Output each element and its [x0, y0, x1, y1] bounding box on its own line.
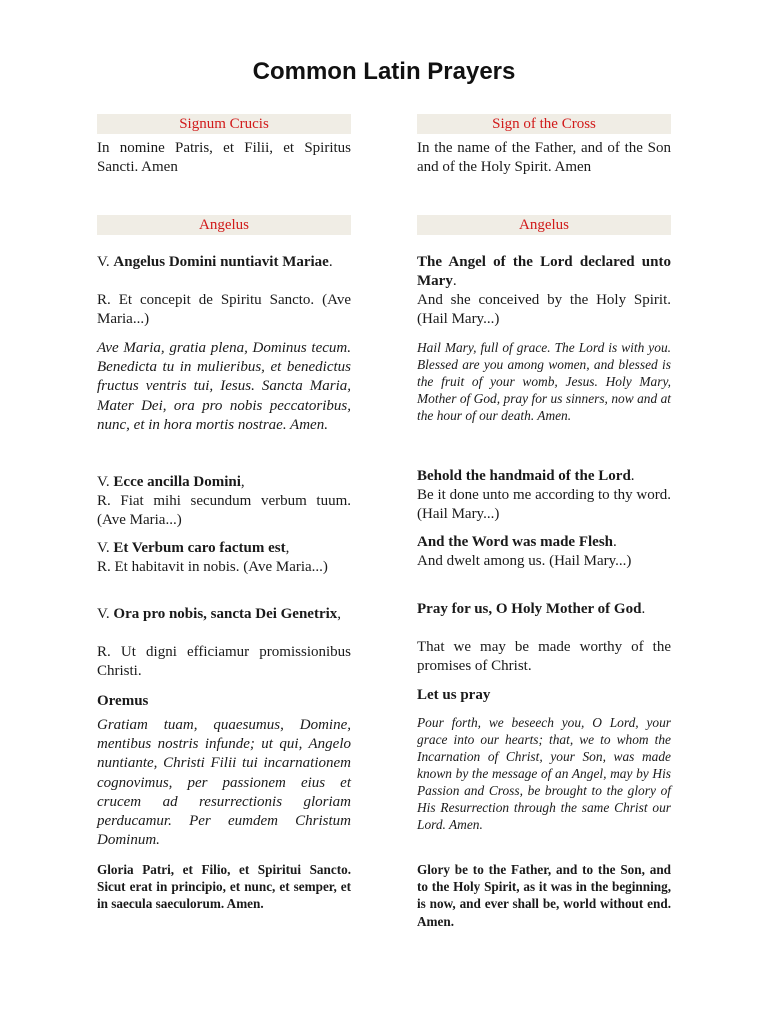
- latin-versicle-2: [97, 473, 351, 492]
- latin-versicle-1: [97, 253, 351, 272]
- latin-versicle-3-text: Et Verbum caro factum est: [113, 540, 286, 556]
- latin-versicle-2-text: Ecce ancilla Domini: [113, 474, 241, 490]
- latin-versicle-1-text: Angelus Domini nuntiavit Mariae: [113, 254, 329, 270]
- hail-mary: Hail Mary, full of grace. The Lord is with you. Blessed are you among women, and blessed is the fruit of your womb, Jesus. Holy Mary, Mother of God, pray for us sinners, now and at the hour of our death. Amen.: [417, 340, 671, 423]
- versicle-end: .: [630, 468, 635, 484]
- latin-versicle-4-text: Ora pro nobis, sancta Dei Genetrix: [113, 606, 338, 622]
- latin-versicle-3: [97, 539, 351, 558]
- versicle-end: .: [328, 254, 333, 270]
- english-versicle-3: [417, 533, 671, 552]
- versicle-end: .: [452, 273, 457, 289]
- let-us-pray-label: Let us pray: [417, 687, 491, 703]
- english-response-4: That we may be made worthy of the promises of Christ.: [417, 639, 671, 674]
- versicle-end: ,: [240, 474, 245, 490]
- english-response-3: And dwelt among us. (Hail Mary...): [417, 553, 632, 569]
- latin-response-2: R. Fiat mihi secundum verbum tuum. (Ave Maria...): [97, 493, 351, 528]
- versicle-end: ,: [285, 540, 290, 556]
- signum-crucis-heading: Signum Crucis: [97, 114, 351, 134]
- angelus-english-heading: Angelus: [417, 215, 671, 235]
- versicle-end: .: [613, 534, 617, 550]
- oremus-label: Oremus: [97, 693, 149, 709]
- versicle-prefix: V.: [97, 540, 110, 556]
- versicle-prefix: V.: [97, 254, 110, 270]
- english-versicle-1-text: The Angel of the Lord declared unto Mary: [417, 254, 671, 289]
- english-versicle-4-text: Pray for us, O Holy Mother of God: [417, 601, 642, 617]
- gloria-patri: Gloria Patri, et Filio, et Spiritui Sancto. Sicut erat in principio, et nunc, et semper, et in saecula saeculorum. Amen.: [97, 862, 351, 912]
- latin-versicle-4: [97, 605, 351, 624]
- english-prayer: Pour forth, we beseech you, O Lord, your grace into our hearts; that, we to whom the Incarnation of Christ, your Son, was made known by the message of an Angel, may by His Passion and Cross, be brought to the glory of His Resurrection through the same Christ our Lord. Amen.: [417, 715, 671, 832]
- english-response-1: And she conceived by the Holy Spirit. (Hail Mary...): [417, 292, 671, 327]
- glory-be: Glory be to the Father, and to the Son, and to the Holy Spirit, as it was in the beginning, is now, and ever shall be, world without end. Amen.: [417, 862, 671, 929]
- versicle-end: ,: [337, 606, 342, 622]
- sign-of-cross-text: In the name of the Father, and of the Son and of the Holy Spirit. Amen: [417, 140, 671, 175]
- page-title: Common Latin Prayers: [252, 58, 516, 85]
- latin-response-1: R. Et concepit de Spiritu Sancto. (Ave Maria...): [97, 292, 351, 327]
- english-response-2: Be it done unto me according to thy word. (Hail Mary...): [417, 487, 671, 522]
- latin-oratio: Gratiam tuam, quaesumus, Domine, mentibus nostris infunde; ut qui, Angelo nuntiante, Christi Filii tui incarnationem cognovimus, per passionem eius et crucem ad resurrectionis gloriam perducamur. Per eumdem Christum Dominum.: [97, 717, 351, 849]
- english-versicle-4: [417, 600, 671, 619]
- latin-response-3: R. Et habitavit in nobis. (Ave Maria...): [97, 559, 328, 575]
- angelus-latin-heading: Angelus: [97, 215, 351, 235]
- english-versicle-2: [417, 467, 671, 486]
- english-versicle-2-text: Behold the handmaid of the Lord: [417, 468, 631, 484]
- english-versicle-3-text: And the Word was made Flesh: [417, 534, 613, 550]
- latin-response-4: R. Ut digni efficiamur promissionibus Christi.: [97, 644, 351, 679]
- signum-crucis-text: In nomine Patris, et Filii, et Spiritus Sancti. Amen: [97, 140, 351, 175]
- english-versicle-1: [417, 253, 671, 291]
- sign-of-cross-heading: Sign of the Cross: [417, 114, 671, 134]
- versicle-end: .: [641, 601, 646, 617]
- versicle-prefix: V.: [97, 474, 110, 490]
- ave-maria: Ave Maria, gratia plena, Dominus tecum. Benedicta tu in mulieribus, et benedictus fructus ventris tui, Iesus. Sancta Maria, Mater Dei, ora pro nobis peccatoribus, nunc, et in hora mortis nostrae. Amen.: [97, 340, 351, 433]
- versicle-prefix: V.: [97, 606, 110, 622]
